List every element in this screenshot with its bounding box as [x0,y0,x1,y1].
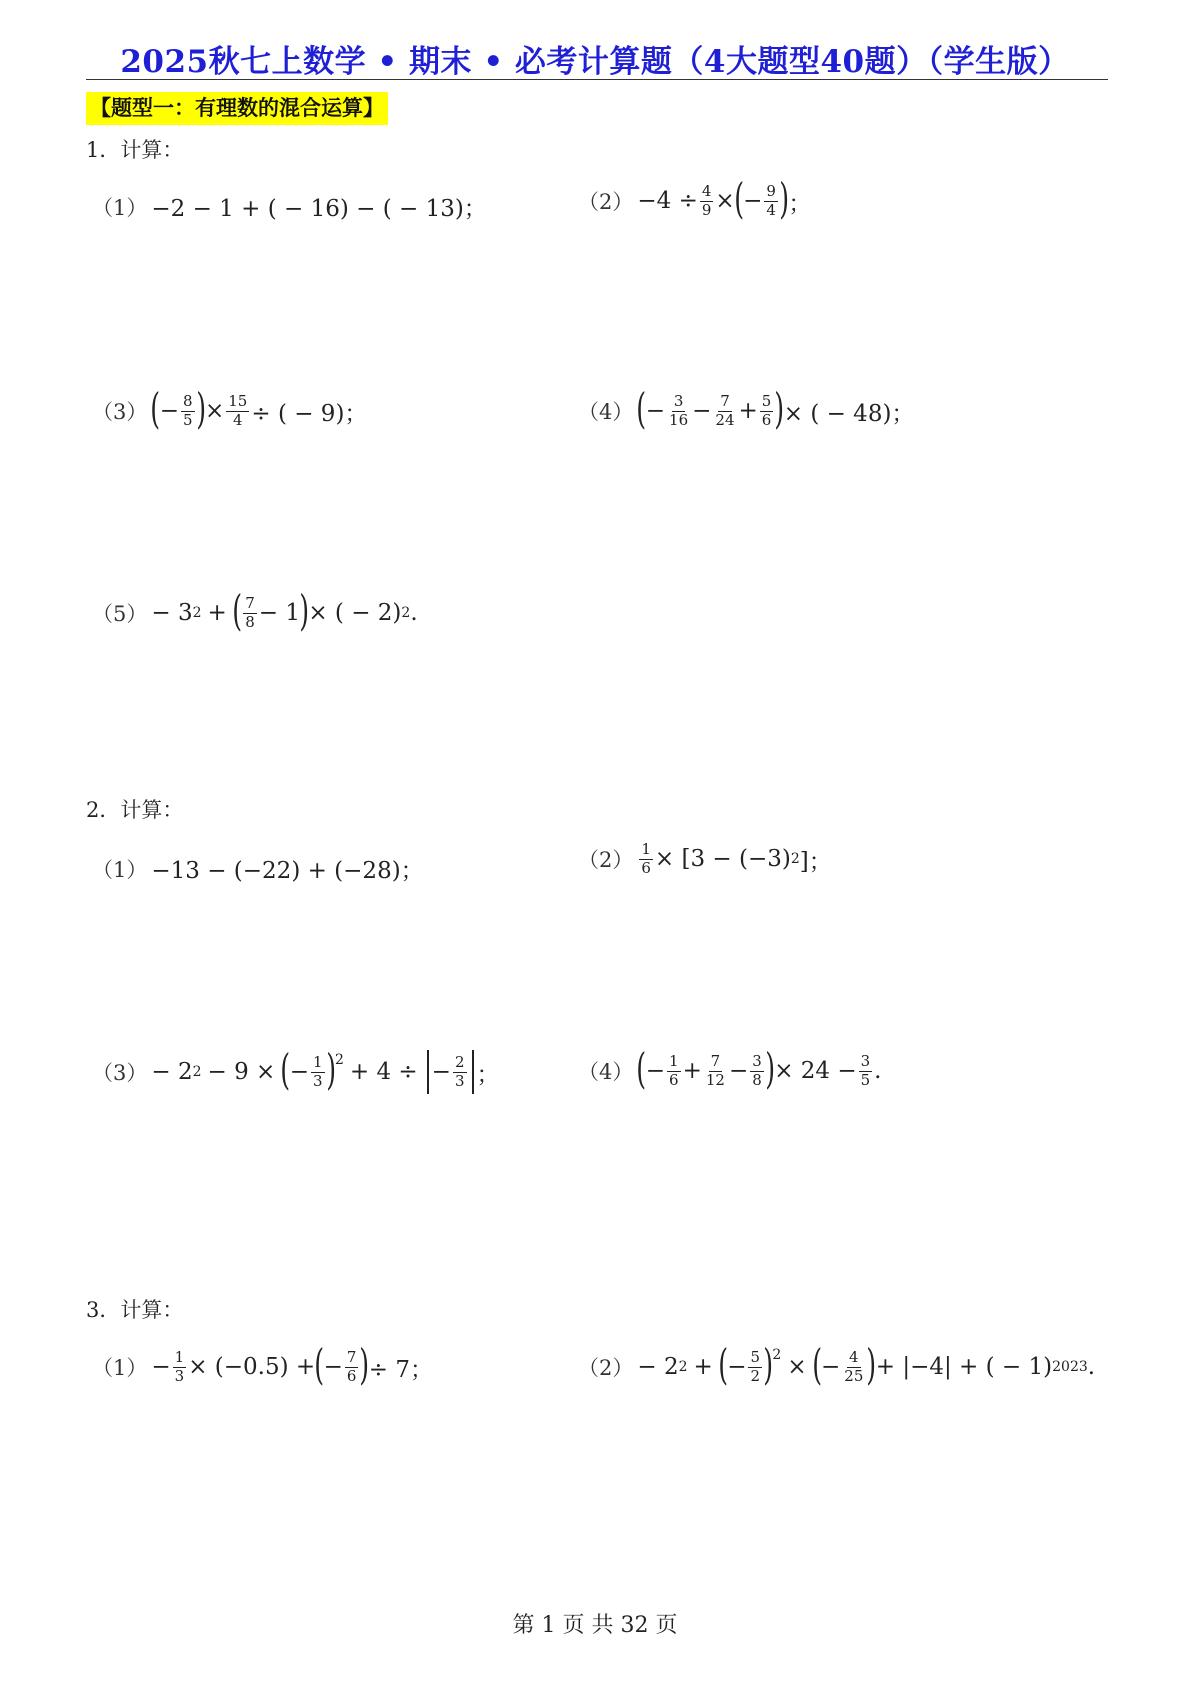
item-number: （4） [578,1060,634,1084]
document-title: 2025秋七上数学 • 期末 • 必考计算题（4大题型40题）（学生版） [120,44,1070,80]
fraction: $\frac{7}{24}$ [715,391,735,429]
item-number: （4） [578,400,634,424]
fraction: $\frac{3}{5}$ [860,1051,871,1089]
problem-item [92,852,424,885]
fraction: $\frac{2}{3}$ [454,1052,465,1090]
item-number: （1） [92,195,148,220]
fraction: $\frac{8}{5}$ [183,391,193,429]
item-number: （2） [578,848,634,873]
fraction: $\frac{3}{16}$ [669,391,689,429]
item-number: （5） [92,602,148,626]
fraction: $\frac{15}{4}$ [228,391,248,429]
math-expression: −4 ÷ $\frac{4}{9}$ × ( − $\frac{9}{4}$ ) ； [637,174,812,223]
fraction: $\frac{7}{8}$ [245,593,255,631]
page-footer: 第 1 页 共 32 页 [512,1613,678,1638]
fraction: $\frac{7}{12}$ [705,1051,725,1089]
problem-item [578,384,915,433]
fraction: $\frac{4}{9}$ [701,181,712,219]
fraction: $\frac{3}{8}$ [752,1051,762,1089]
question-heading: 1．计算： [86,138,184,162]
math-expression: $\frac{1}{6}$ × [3 − (−3) 2 ]； [641,840,832,877]
question-heading: 2．计算： [86,798,184,822]
fraction: $\frac{5}{2}$ [750,1347,761,1385]
fraction: $\frac{7}{6}$ [346,1347,357,1385]
title-divider [86,79,1108,80]
fraction: $\frac{5}{6}$ [761,391,772,429]
problem-item [578,1044,882,1093]
item-number: （2） [578,1356,634,1380]
item-number: （3） [92,400,148,424]
problem-item [578,842,832,877]
math-expression: ( − $\frac{1}{6}$ + $\frac{7}{12}$ − $\frac{3}{8}$ ) × 24 − $\frac{3}{5}$ . [636,1044,882,1093]
math-expression: − $\frac{1}{3}$ × (−0.5) + ( − $\frac{7}{6}$ ) ÷ 7； [151,1340,433,1389]
item-number: （2） [578,190,634,214]
fraction: $\frac{1}{3}$ [174,1347,185,1385]
problem-item [92,586,418,635]
math-expression: ( − $\frac{3}{16}$ − $\frac{7}{24}$ + $\frac{5}{6}$ ) × ( − 48)； [636,384,915,433]
fraction: $\frac{1}{6}$ [641,840,651,877]
item-number: （1） [92,857,148,882]
item-number: （3） [92,1061,148,1085]
problem-item [92,384,368,433]
abs-bar [427,1050,429,1094]
fraction: $\frac{1}{3}$ [313,1052,323,1090]
problem-item [92,1340,433,1389]
math-expression: −2 − 1 + ( − 16) − ( − 13)； [151,196,487,222]
math-expression: − 2 2 + ( − $\frac{5}{2}$ ) $^2$ × ( − $\frac{4}{25}$ ) + |−4| + ( − 1) 2023 . [637,1340,1096,1389]
problem-item [578,1340,1096,1389]
fraction: $\frac{1}{6}$ [669,1051,679,1089]
math-expression: −13 − (−22) + (−28)； [151,858,424,884]
question-heading: 3．计算： [86,1298,184,1322]
fraction: $\frac{4}{25}$ [844,1347,864,1385]
section-label: 【题型一：有理数的混合运算】 [86,92,388,125]
math-expression: − 2 2 − 9 × ( − $\frac{1}{3}$ ) $^2$ + 4 ÷ − $\frac{2}{3}$ ； [151,1045,500,1094]
problem-item [92,1045,500,1094]
problem-item [92,190,487,223]
fraction: $\frac{9}{4}$ [766,181,776,219]
problem-item [578,174,812,223]
abs-bar [472,1050,474,1094]
math-expression: − 3 2 + ( $\frac{7}{8}$ − 1 ) × ( − 2) 2 . [151,586,418,635]
math-expression: ( − $\frac{8}{5}$ ) × $\frac{15}{4}$ ÷ ( − 9)； [150,384,368,433]
item-number: （1） [92,1356,148,1380]
